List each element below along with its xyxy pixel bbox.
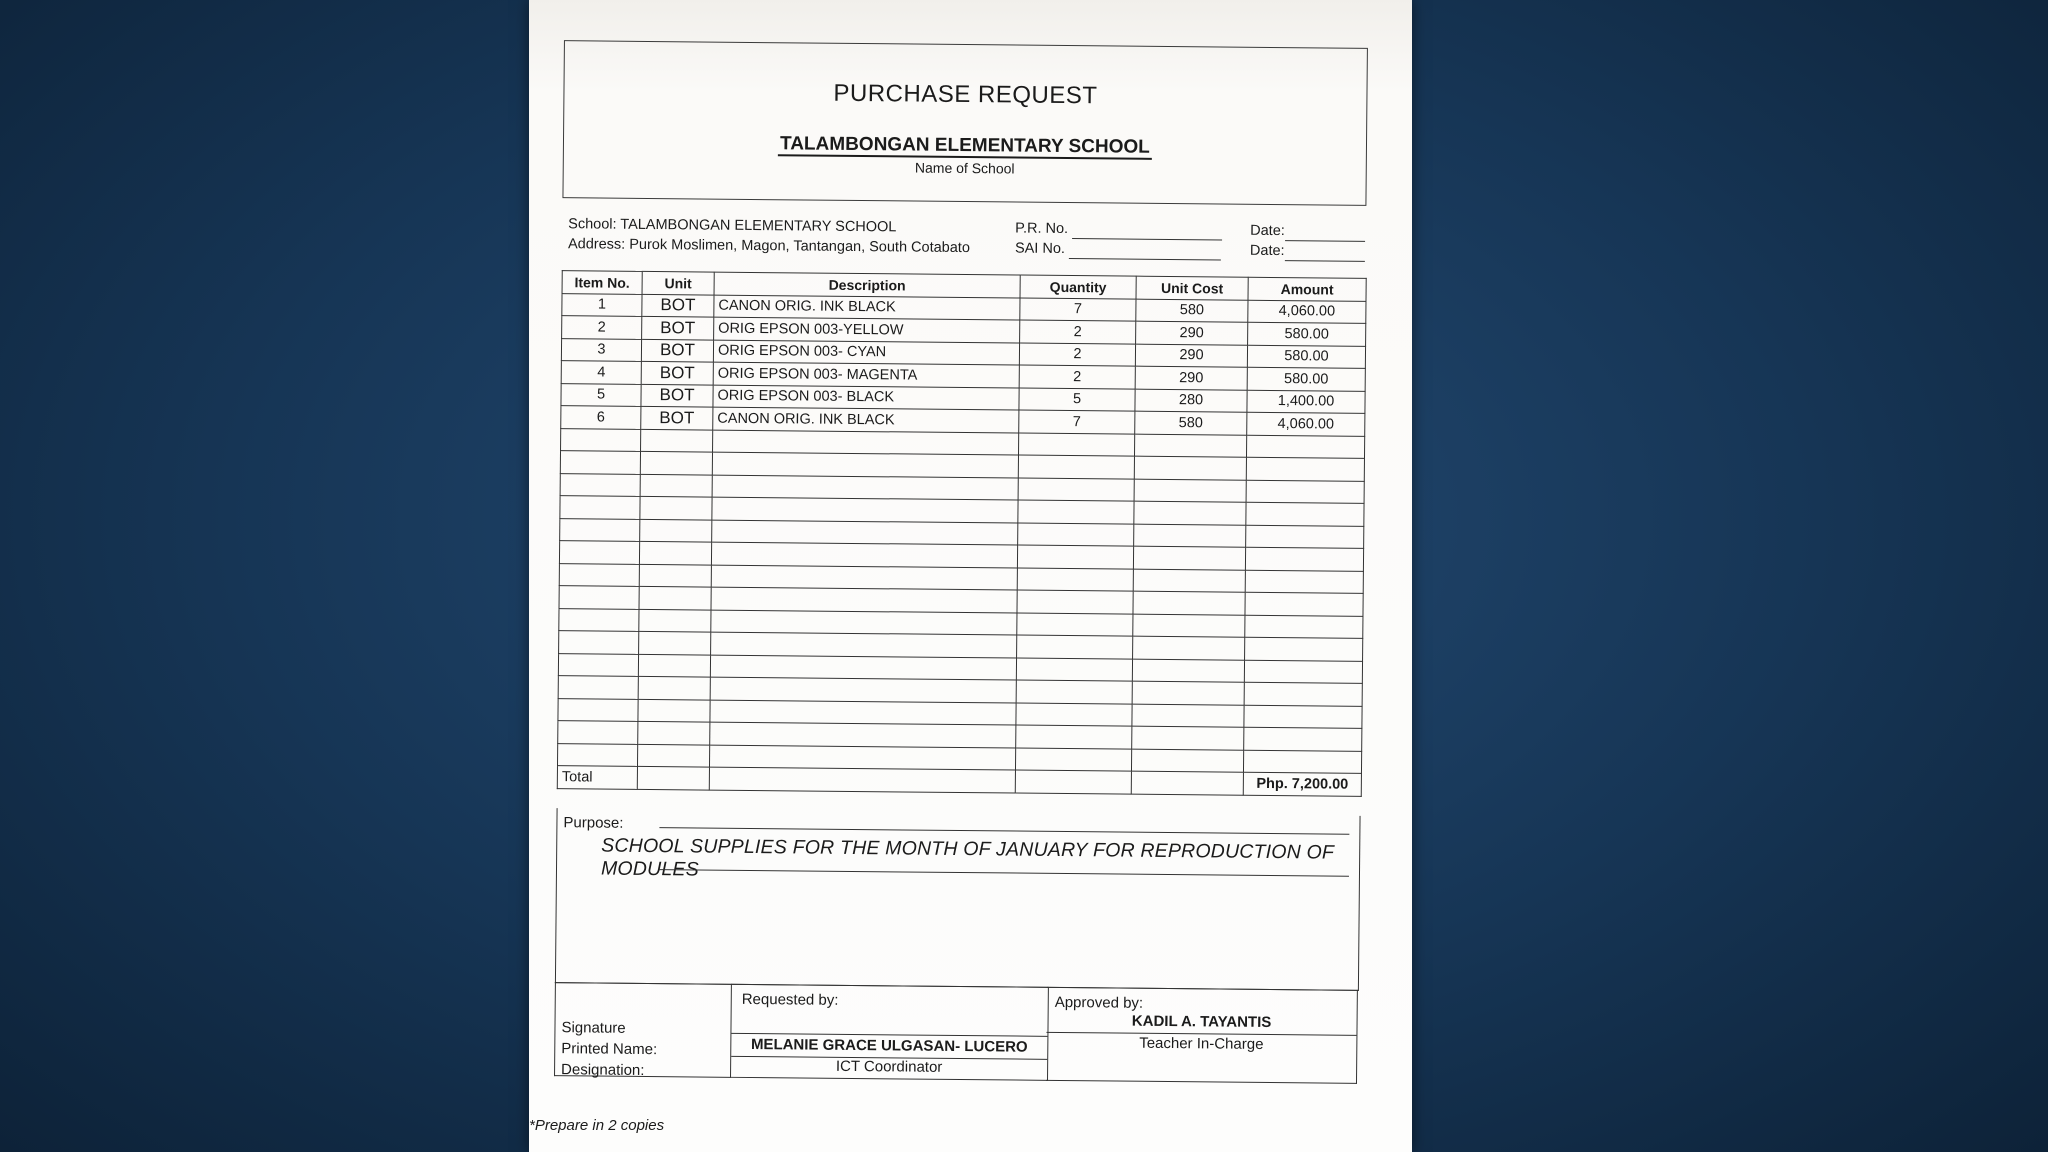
header-item-no: Item No. xyxy=(562,271,642,294)
school-name-caption: Name of School xyxy=(914,159,1015,177)
requested-by-label: Requested by: xyxy=(741,990,839,1009)
cell-quantity: 2 xyxy=(1019,343,1135,367)
cell-unit: BOT xyxy=(642,316,714,339)
signature-label: Signature xyxy=(561,1019,626,1037)
document-page xyxy=(529,0,1412,1152)
printed-name-label: Printed Name: xyxy=(561,1040,658,1059)
cell-item-no: 1 xyxy=(562,293,642,316)
cell-quantity: 5 xyxy=(1019,388,1135,412)
cell-amount: 4,060.00 xyxy=(1248,300,1366,324)
header-unit: Unit xyxy=(642,271,714,294)
signature-section xyxy=(554,982,1359,1084)
cell-unit-cost: 280 xyxy=(1135,389,1247,413)
cell-description: CANON ORIG. INK BLACK xyxy=(713,407,1019,432)
header-unit-cost: Unit Cost xyxy=(1136,276,1248,300)
sai-no-field: SAI No. xyxy=(1015,239,1222,261)
cell-amount: 1,400.00 xyxy=(1247,390,1365,414)
school-line: School: TALAMBONGAN ELEMENTARY SCHOOL xyxy=(568,216,897,236)
cell-item-no: 3 xyxy=(561,338,641,361)
header-quantity: Quantity xyxy=(1020,275,1136,299)
items-table xyxy=(557,270,1367,796)
purpose-label: Purpose: xyxy=(563,814,624,832)
cell-item-no: 4 xyxy=(561,361,641,384)
school-info xyxy=(568,214,970,258)
footnote: *Prepare in 2 copies xyxy=(529,1117,665,1134)
school-name-heading: TALAMBONGAN ELEMENTARY SCHOOL xyxy=(564,131,1366,161)
cell-description: ORIG EPSON 003- BLACK xyxy=(713,385,1019,410)
cell-item-no: 6 xyxy=(561,406,641,429)
date-field-1: Date: xyxy=(1250,221,1365,242)
cell-amount: 580.00 xyxy=(1247,367,1365,391)
cell-unit-cost: 290 xyxy=(1135,366,1247,390)
cell-quantity: 7 xyxy=(1019,410,1135,434)
cell-amount: 580.00 xyxy=(1248,322,1366,346)
date-fields xyxy=(1250,221,1365,262)
cell-quantity: 7 xyxy=(1020,298,1136,322)
cell-unit-cost: 290 xyxy=(1135,344,1247,368)
cell-item-no: 2 xyxy=(562,316,642,339)
cell-description: ORIG EPSON 003-YELLOW xyxy=(714,317,1020,342)
signature-labels-column xyxy=(554,982,732,1078)
cell-unit: BOT xyxy=(642,294,714,317)
purpose-rule xyxy=(659,827,1349,835)
date-field-2: Date: xyxy=(1250,241,1365,262)
cell-unit-cost: 580 xyxy=(1136,299,1248,323)
approved-by-column xyxy=(1046,987,1358,1084)
requested-designation: ICT Coordinator xyxy=(835,1057,943,1076)
empty-rows xyxy=(557,428,1364,773)
approved-by-label: Approved by: xyxy=(1054,993,1144,1012)
header-amount: Amount xyxy=(1248,277,1366,301)
purchase-request-form xyxy=(554,40,1368,1078)
cell-amount: 580.00 xyxy=(1247,345,1365,369)
designation-label: Designation: xyxy=(560,1061,645,1079)
cell-unit: BOT xyxy=(641,339,713,362)
pr-no-field: P.R. No. xyxy=(1015,219,1222,241)
sai-no-blank xyxy=(1069,258,1221,260)
cell-unit-cost: 580 xyxy=(1135,411,1247,435)
cell-quantity: 2 xyxy=(1020,320,1136,344)
total-amount: Php. 7,200.00 xyxy=(1243,772,1361,796)
address-line: Address: Purok Moslimen, Magon, Tantangan, South Cotabato xyxy=(567,236,971,257)
requested-name: MELANIE GRACE ULGASAN- LUCERO xyxy=(731,1033,1047,1060)
cell-description: CANON ORIG. INK BLACK xyxy=(714,295,1020,320)
cell-unit: BOT xyxy=(641,384,713,407)
form-header xyxy=(562,40,1367,206)
total-label: Total xyxy=(557,766,637,789)
requested-by-column xyxy=(730,984,1049,1081)
cell-description: ORIG EPSON 003- MAGENTA xyxy=(713,362,1019,387)
cell-amount: 4,060.00 xyxy=(1247,412,1365,436)
reference-numbers xyxy=(1015,219,1222,261)
cell-unit: BOT xyxy=(641,361,713,384)
approved-name: KADIL A. TAYANTIS xyxy=(1131,1012,1272,1031)
purpose-text: SCHOOL SUPPLIES FOR THE MONTH OF JANUARY FOR REPRODUCTION OF MODULES xyxy=(600,834,1334,881)
approved-designation: Teacher In-Charge xyxy=(1139,1034,1264,1053)
header-description: Description xyxy=(714,272,1020,297)
cell-item-no: 5 xyxy=(561,383,641,406)
purpose-section xyxy=(555,808,1361,991)
cell-quantity: 2 xyxy=(1019,365,1135,389)
form-title: PURCHASE REQUEST xyxy=(833,79,1098,110)
cell-unit: BOT xyxy=(641,406,713,429)
cell-description: ORIG EPSON 003- CYAN xyxy=(713,340,1019,365)
cell-unit-cost: 290 xyxy=(1136,321,1248,345)
